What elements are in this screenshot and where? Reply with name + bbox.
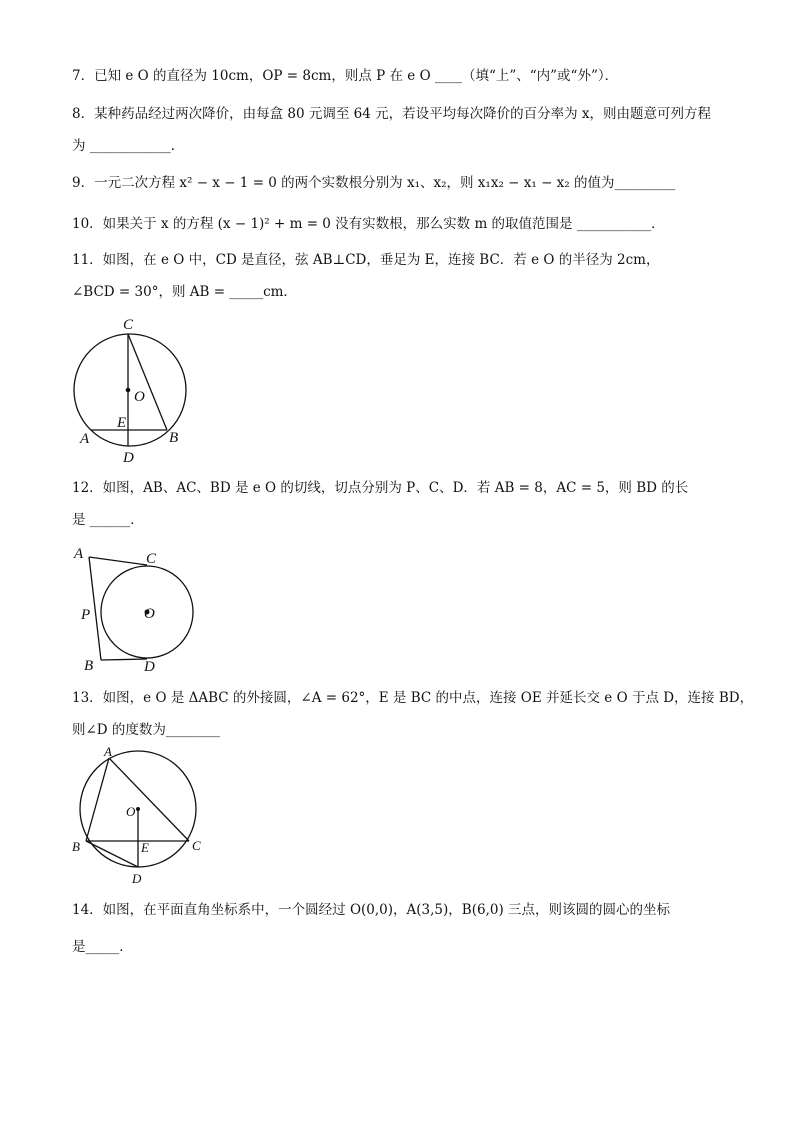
tangent-bd: [101, 659, 147, 660]
label-d: D: [132, 871, 142, 886]
question-11-line1: 11．如图，在 e O 中，CD 是直径，弦 AB⊥CD，垂足为 E，连接 BC．若 e O 的半径为 2cm，: [72, 252, 660, 268]
segment-cb: [128, 334, 167, 430]
label-o: O: [134, 389, 145, 405]
question-13-line1: 13．如图，e O 是 ΔABC 的外接圆，∠A = 62°，E 是 BC 的中点，连接 OE 并延长交 e O 于点 D，连接 BD，: [72, 690, 754, 706]
label-e: E: [117, 415, 127, 431]
question-10: 10．如果关于 x 的方程 (x − 1)² + m = 0 没有实数根，那么实数 m 的取值范围是 ___________．: [72, 216, 665, 232]
label-c: C: [192, 838, 201, 853]
label-c: C: [146, 551, 157, 567]
segment-bd: [86, 841, 138, 867]
label-e: E: [141, 840, 149, 855]
center-dot: [126, 388, 131, 393]
question-7: 7．已知 e O 的直径为 10cm，OP = 8cm，则点 P 在 e O ____（填“上”、“内”或“外”）．: [72, 68, 619, 84]
label-c: C: [123, 317, 134, 333]
question-11-line2: ∠BCD = 30°，则 AB = _____cm．: [72, 284, 297, 300]
label-b: B: [84, 658, 94, 674]
label-b: B: [72, 839, 80, 854]
figure-12: [68, 540, 198, 675]
question-8-line2: 为 ____________．: [72, 138, 185, 154]
side-ab: [86, 758, 109, 841]
label-a: A: [74, 546, 84, 562]
label-p: P: [81, 607, 91, 623]
question-13-line2: 则∠D 的度数为________: [72, 722, 220, 738]
label-d: D: [144, 659, 155, 675]
question-12-line1: 12．如图，AB、AC、BD 是 e O 的切线，切点分别为 P、C、D．若 AB = 8，AC = 5，则 BD 的长: [72, 480, 689, 496]
tangent-ab: [89, 557, 101, 660]
question-12-line2: 是 ______．: [72, 512, 144, 528]
tangent-ac: [89, 557, 147, 565]
figure-13: [68, 744, 213, 889]
label-b: B: [169, 430, 179, 446]
side-ac: [109, 758, 189, 841]
question-14-line1: 14．如图，在平面直角坐标系中，一个圆经过 O(0,0)，A(3,5)，B(6,0) 三点，则该圆的圆心的坐标: [72, 902, 671, 918]
label-d: D: [123, 450, 134, 466]
label-o: O: [144, 606, 155, 622]
question-8-line1: 8．某种药品经过两次降价，由每盒 80 元调至 64 元，若设平均每次降价的百分率为 x，则由题意可列方程: [72, 106, 712, 122]
center-dot: [136, 807, 140, 811]
question-14-line2: 是_____．: [72, 939, 133, 955]
question-9: 9．一元二次方程 x² − x − 1 = 0 的两个实数根分别为 x₁、x₂，则 x₁x₂ − x₁ − x₂ 的值为_________: [72, 175, 676, 191]
label-o: O: [126, 804, 136, 819]
label-a: A: [104, 744, 112, 759]
label-a: A: [80, 431, 90, 447]
figure-11: [68, 312, 198, 470]
